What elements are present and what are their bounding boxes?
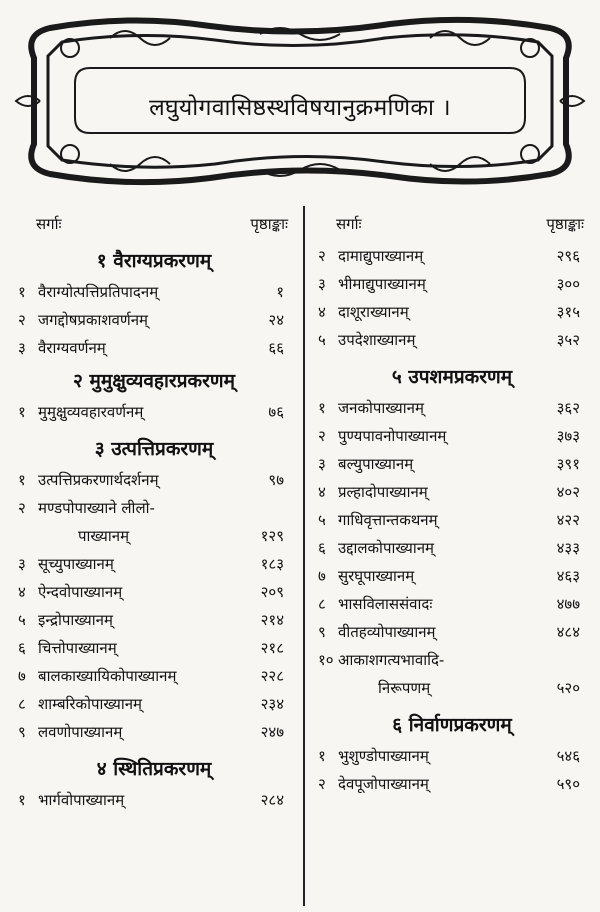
entry-title: दाशूराख्यानम्	[338, 303, 409, 321]
entry-number: ६	[318, 539, 326, 557]
entry-number: १	[318, 399, 326, 417]
entry-page: ५९०	[556, 775, 580, 793]
page-title: लघुयोगवासिष्ठस्थविषयानुक्रमणिका ।	[149, 95, 451, 121]
entry-number: ९	[318, 623, 326, 641]
entry-title: प्रल्हादोपाख्यानम्	[338, 483, 428, 501]
toc-entry	[318, 242, 586, 270]
toc-entry	[18, 786, 290, 814]
entry-number: ४	[318, 303, 326, 321]
entry-number: ६	[18, 639, 26, 657]
column-header	[18, 210, 290, 238]
section-heading: ६ निर्वाणप्रकरणम्	[392, 714, 512, 736]
entry-title: चित्तोपाख्यानम्	[38, 639, 117, 657]
entry-number: ७	[18, 667, 26, 685]
entry-page	[536, 646, 586, 674]
toc-entry	[18, 306, 290, 334]
section-heading: १ वैराग्यप्रकरणम्	[96, 250, 212, 272]
entry-title: जनकोपाख्यानम्	[338, 399, 424, 417]
toc-list	[18, 786, 290, 814]
entry-page: २२८	[260, 667, 284, 685]
entry-page: ७६	[268, 403, 284, 421]
toc-list	[18, 278, 290, 362]
entry-title: देवपूजोपाख्यानम्	[338, 775, 429, 793]
entry-page	[240, 494, 290, 522]
toc-entry	[318, 562, 586, 590]
entry-title: जगद्दोषप्रकाशवर्णनम्	[38, 311, 149, 329]
entry-page: २१८	[260, 639, 284, 657]
entry-title: दामाद्युपाख्यानम्	[338, 247, 424, 265]
entry-page: ४७७	[556, 595, 580, 613]
entry-number: ४	[318, 483, 326, 501]
entry-title: गाधिवृत्तान्तकथनम्	[338, 511, 438, 529]
entry-number: १	[18, 283, 26, 301]
entry-title: वैराग्यवर्णनम्	[38, 339, 106, 357]
entry-page: २८४	[260, 791, 284, 809]
entry-number: २	[318, 427, 326, 445]
toc-entry	[18, 550, 290, 578]
toc-entry	[318, 618, 586, 646]
entry-title: बालकाख्यायिकोपाख्यानम्	[38, 667, 177, 685]
toc-entry	[18, 466, 290, 494]
toc-entry	[18, 606, 290, 634]
entry-page: २४	[268, 311, 284, 329]
toc-list	[318, 242, 586, 354]
entry-page: ३९१	[556, 455, 580, 473]
entry-page: ३१५	[556, 303, 580, 321]
section-heading: ४ स्थितिप्रकरणम्	[96, 758, 212, 780]
toc-entry	[318, 326, 586, 354]
entry-title: पाख्यानम्	[78, 527, 130, 545]
entry-number	[318, 674, 338, 702]
column-divider	[303, 206, 305, 906]
entry-page: १	[276, 283, 284, 301]
toc-entry	[18, 398, 290, 426]
entry-page: १८३	[260, 555, 284, 573]
sarga-header: सर्गाः	[336, 215, 362, 233]
right-column	[318, 210, 586, 798]
entry-number: ३	[18, 555, 26, 573]
entry-number: ५	[318, 511, 326, 529]
entry-number: ५	[18, 611, 26, 629]
entry-number: ३	[18, 339, 26, 357]
entry-number	[18, 522, 38, 550]
entry-page: ५२०	[556, 679, 580, 697]
entry-title: आकाशगत्यभावादि-	[338, 651, 445, 669]
entry-title: मण्डपोपाख्याने लीलो-	[38, 499, 155, 517]
toc-entry	[318, 590, 586, 618]
entry-number: ९	[18, 723, 26, 741]
entry-title: पुण्यपावनोपाख्यानम्	[338, 427, 447, 445]
entry-page: ३५२	[556, 331, 580, 349]
entry-page: २०९	[260, 583, 284, 601]
toc-entry	[318, 742, 586, 770]
entry-page: ४८४	[556, 623, 580, 641]
toc-entry	[318, 270, 586, 298]
entry-title: भासविलाससंवादः	[338, 595, 433, 613]
entry-page: ३७३	[556, 427, 580, 445]
entry-title: लवणोपाख्यानम्	[38, 723, 123, 741]
entry-title: शाम्बरिकोपाख्यानम्	[38, 695, 143, 713]
entry-title: बल्युपाख्यानम्	[338, 455, 414, 473]
toc-list	[318, 394, 586, 702]
entry-number: ८	[18, 695, 26, 713]
entry-page: ५४६	[556, 747, 580, 765]
entry-title: सुरघूपाख्यानम्	[338, 567, 415, 585]
entry-number: ३	[318, 275, 326, 293]
entry-page: ४६३	[556, 567, 580, 585]
entry-page: ९७	[268, 471, 284, 489]
entry-number: ५	[318, 331, 326, 349]
toc-entry	[18, 634, 290, 662]
entry-page: ४२२	[556, 511, 580, 529]
entry-page: ३००	[556, 275, 580, 293]
toc-entry	[318, 674, 586, 702]
entry-number: १	[18, 471, 26, 489]
entry-number: ३	[318, 455, 326, 473]
entry-title: उपदेशाख्यानम्	[338, 331, 416, 349]
entry-page: २९६	[556, 247, 580, 265]
entry-page: १२९	[260, 527, 284, 545]
toc-entry	[318, 770, 586, 798]
entry-number: ८	[318, 595, 326, 613]
toc-entry	[18, 522, 290, 550]
toc-entry	[18, 494, 290, 522]
toc-entry	[18, 690, 290, 718]
entry-title: सूच्युपाख्यानम्	[38, 555, 114, 573]
entry-number: २	[318, 775, 326, 793]
entry-number: १	[318, 747, 326, 765]
entry-number: २	[18, 311, 26, 329]
section-heading: ५ उपशमप्रकरणम्	[391, 366, 513, 388]
toc-entry	[18, 578, 290, 606]
entry-number: ४	[18, 583, 26, 601]
toc-entry	[318, 534, 586, 562]
toc-entry	[318, 506, 586, 534]
toc-entry	[318, 450, 586, 478]
entry-number: १	[18, 791, 26, 809]
section-heading: ३ उत्पत्तिप्रकरणम्	[94, 438, 214, 460]
toc-entry	[318, 422, 586, 450]
entry-number: २	[318, 247, 326, 265]
entry-page: २४७	[260, 723, 284, 741]
toc-list	[18, 398, 290, 426]
entry-title: ऐन्दवोपाख्यानम्	[38, 583, 123, 601]
entry-number: २	[18, 499, 26, 517]
page-header: पृष्ठाङ्काः	[250, 215, 288, 233]
sarga-header: सर्गाः	[36, 215, 62, 233]
section-heading: २ मुमुक्षुव्यवहारप्रकरणम्	[73, 370, 235, 392]
toc-entry	[18, 718, 290, 746]
entry-title: इन्द्रोपाख्यानम्	[38, 611, 113, 629]
ornamental-title-banner	[10, 8, 590, 193]
entry-title: मुमुक्षुव्यवहारवर्णनम्	[38, 403, 144, 421]
entry-page: ४०२	[556, 483, 580, 501]
entry-title: उत्पत्तिप्रकरणार्थदर्शनम्	[38, 471, 159, 489]
entry-title: भीमाद्युपाख्यानम्	[338, 275, 426, 293]
toc-entry	[318, 394, 586, 422]
entry-page: २३४	[260, 695, 284, 713]
entry-number: १०	[318, 651, 334, 669]
toc-list	[318, 742, 586, 798]
column-header	[318, 210, 586, 238]
entry-page: २१४	[260, 611, 284, 629]
toc-entry	[18, 334, 290, 362]
entry-number: ७	[318, 567, 326, 585]
entry-page: ३६२	[556, 399, 580, 417]
toc-list	[18, 466, 290, 746]
toc-entry	[18, 662, 290, 690]
entry-title: निरूपणम्	[378, 679, 431, 697]
entry-page: ६६	[268, 339, 284, 357]
entry-title: वैराग्योत्पत्तिप्रतिपादनम्	[38, 283, 159, 301]
entry-title: भुशुण्डोपाख्यानम्	[338, 747, 429, 765]
toc-entry	[318, 478, 586, 506]
entry-title: वीतहव्योपाख्यानम्	[338, 623, 436, 641]
entry-page: ४३३	[556, 539, 580, 557]
entry-title: भार्गवोपाख्यानम्	[38, 791, 125, 809]
toc-entry	[18, 278, 290, 306]
toc-entry	[318, 646, 586, 674]
entry-number: १	[18, 403, 26, 421]
page-header: पृष्ठाङ्काः	[546, 215, 584, 233]
entry-title: उद्दालकोपाख्यानम्	[338, 539, 435, 557]
toc-entry	[318, 298, 586, 326]
left-column	[18, 210, 290, 814]
